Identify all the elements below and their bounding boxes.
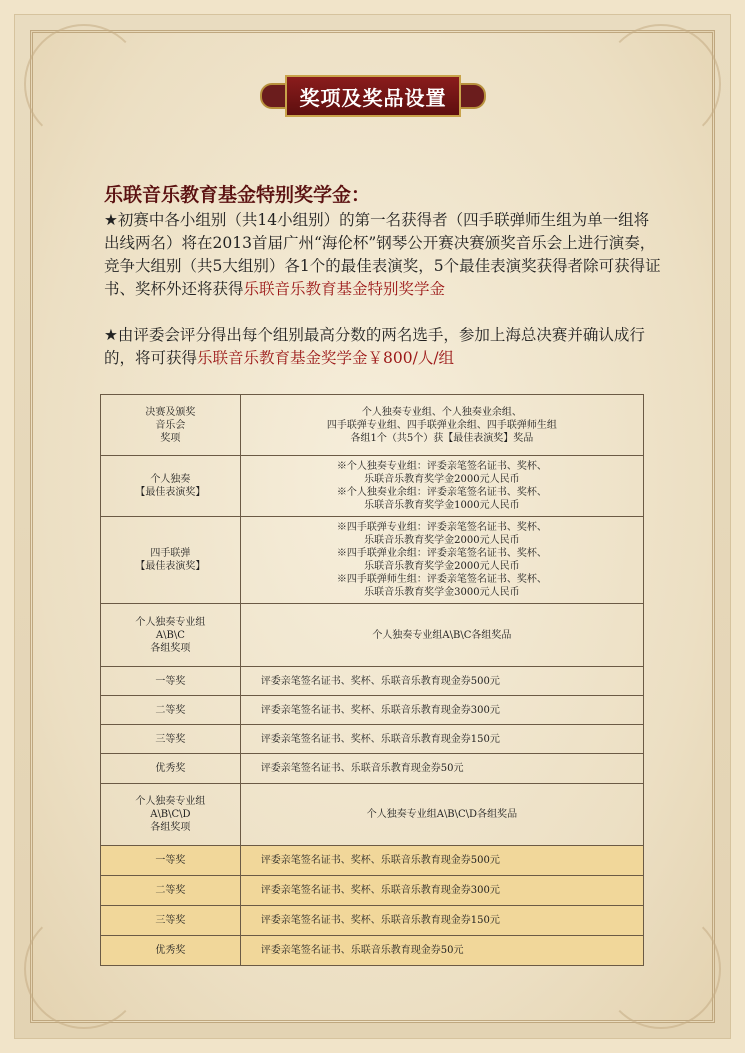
award-content-cell [240,754,643,784]
award-content-cell [240,456,643,517]
award-content-line: 评委亲笔签名证书、乐联音乐教育现金券50元 [260,763,464,774]
award-label-cell [101,667,241,696]
award-content-cell [240,604,643,667]
award-content-line: 四手联弹专业组、四手联弹业余组、四手联弹师生组 [326,419,557,431]
award-label-line: 一等奖 [155,675,186,687]
award-content-line: ※四手联弹师生组：评委亲笔签名证书、奖杯、 [336,574,547,585]
star-icon: ★ [104,326,118,344]
paragraph-final-scholarship [104,324,664,370]
table-row [101,456,644,517]
ornament-top-left-icon [24,24,144,144]
award-label-line: 优秀奖 [155,945,186,956]
paragraph-highlight: 乐联音乐教育基金特别奖学金 [243,280,446,298]
awards-table [100,394,644,966]
award-content-cell [240,725,643,754]
award-label-line: 个人独奏专业组 [135,796,206,807]
award-content-line: 乐联音乐教育奖学金2000元人民币 [364,474,520,485]
award-content-line: 乐联音乐教育奖学金2000元人民币 [364,561,520,572]
award-content-line: 评委亲笔签名证书、奖杯、乐联音乐教育现金券150元 [260,733,500,745]
ornament-top-right-icon [601,24,721,144]
award-content-line: 乐联音乐教育奖学金2000元人民币 [364,535,520,546]
award-content-line: 个人独奏专业组A\B\C各组奖品 [372,629,512,641]
award-label-cell [101,725,241,754]
table-row [101,936,644,966]
table-row [101,754,644,784]
award-content-cell [240,696,643,725]
award-content-cell [240,876,643,906]
award-content-line: ※个人独奏专业组：评委亲笔签名证书、奖杯、 [336,461,547,472]
table-row [101,604,644,667]
award-content-line: 乐联音乐教育奖学金1000元人民币 [364,500,520,511]
table-row [101,876,644,906]
award-label-cell [101,696,241,725]
award-label-cell [101,754,241,784]
banner-title: 奖项及奖品设置 [285,75,461,117]
award-label-cell [101,604,241,667]
award-label-cell [101,456,241,517]
paragraph-text: 由评委会评分得出每个组别最高分数的两名选手，参加上海总决赛并确认成行的，将可获得 [104,326,645,367]
award-label-cell [101,784,241,846]
table-row [101,696,644,725]
award-content-line: 评委亲笔签名证书、奖杯、乐联音乐教育现金券300元 [260,885,500,896]
award-label-line: 二等奖 [155,885,186,896]
award-content-line: 个人独奏专业组A\B\C\D各组奖品 [366,809,518,820]
table-row [101,906,644,936]
award-content-line: 评委亲笔签名证书、奖杯、乐联音乐教育现金券500元 [260,855,500,866]
award-label-cell [101,395,241,456]
award-label-line: 奖项 [160,432,181,444]
award-label-cell [101,936,241,966]
title-banner [260,75,486,117]
award-label-cell [101,876,241,906]
scholarship-heading: 乐联音乐教育基金特别奖学金： [104,184,371,206]
paragraph-highlight: 乐联音乐教育基金奖学金￥800/人/组 [197,349,455,367]
table-row [101,725,644,754]
paragraph-text: 初赛中各小组别（共14小组别）的第一名获得者（四手联弹师生组为单一组将出线两名）将在2013首届广州“海伦杯”钢琴公开赛决赛颁奖音乐会上进行演奏，竞争大组别（共5大组别）各1个的最佳表演奖，5个最佳表演奖获得者除可获得证书、奖杯外还将获得 [104,211,661,298]
award-content-cell [240,517,643,604]
table-row [101,517,644,604]
award-content-line: ※四手联弹专业组：评委亲笔签名证书、奖杯、 [336,522,547,533]
award-label-line: 【最佳表演奖】 [135,487,206,498]
award-label-line: 三等奖 [155,915,186,926]
award-content-cell [240,784,643,846]
award-label-line: 三等奖 [155,733,186,745]
award-label-line: 音乐会 [155,419,186,431]
award-content-cell [240,846,643,876]
award-content-line: 评委亲笔签名证书、奖杯、乐联音乐教育现金券500元 [260,675,500,687]
award-label-line: 优秀奖 [155,763,186,774]
award-label-cell [101,906,241,936]
award-content-line: ※个人独奏业余组：评委亲笔签名证书、奖杯、 [336,487,547,498]
award-content-line: ※四手联弹业余组：评委亲笔签名证书、奖杯、 [336,548,547,559]
award-content-line: 个人独奏专业组、个人独奏业余组、 [361,406,522,418]
paragraph-first-place [104,209,664,301]
award-label-line: A\B\C [155,629,185,641]
star-icon: ★ [104,211,118,229]
award-label-line: 各组奖项 [150,822,191,833]
award-label-line: A\B\C\D [150,809,191,820]
award-content-cell [240,936,643,966]
award-content-cell [240,906,643,936]
award-content-line: 乐联音乐教育奖学金3000元人民币 [364,587,520,598]
award-content-line: 评委亲笔签名证书、奖杯、乐联音乐教育现金券150元 [260,915,500,926]
award-content-cell [240,395,643,456]
table-row [101,784,644,846]
award-content-cell [240,667,643,696]
award-label-line: 【最佳表演奖】 [135,561,206,572]
award-content-line: 各组1个（共5个）获【最佳表演奖】奖品 [350,432,534,444]
table-row [101,667,644,696]
award-label-cell [101,517,241,604]
award-label-line: 一等奖 [155,855,186,866]
award-label-line: 四手联弹 [150,548,191,559]
table-row [101,395,644,456]
award-label-line: 个人独奏专业组 [135,616,206,628]
award-label-line: 个人独奏 [150,474,191,485]
table-row [101,846,644,876]
award-label-cell [101,846,241,876]
award-content-line: 评委亲笔签名证书、乐联音乐教育现金券50元 [260,945,464,956]
award-label-line: 二等奖 [155,704,186,716]
award-label-line: 各组奖项 [150,642,191,654]
award-label-line: 决赛及颁奖 [145,406,196,418]
award-content-line: 评委亲笔签名证书、奖杯、乐联音乐教育现金券300元 [260,704,500,716]
